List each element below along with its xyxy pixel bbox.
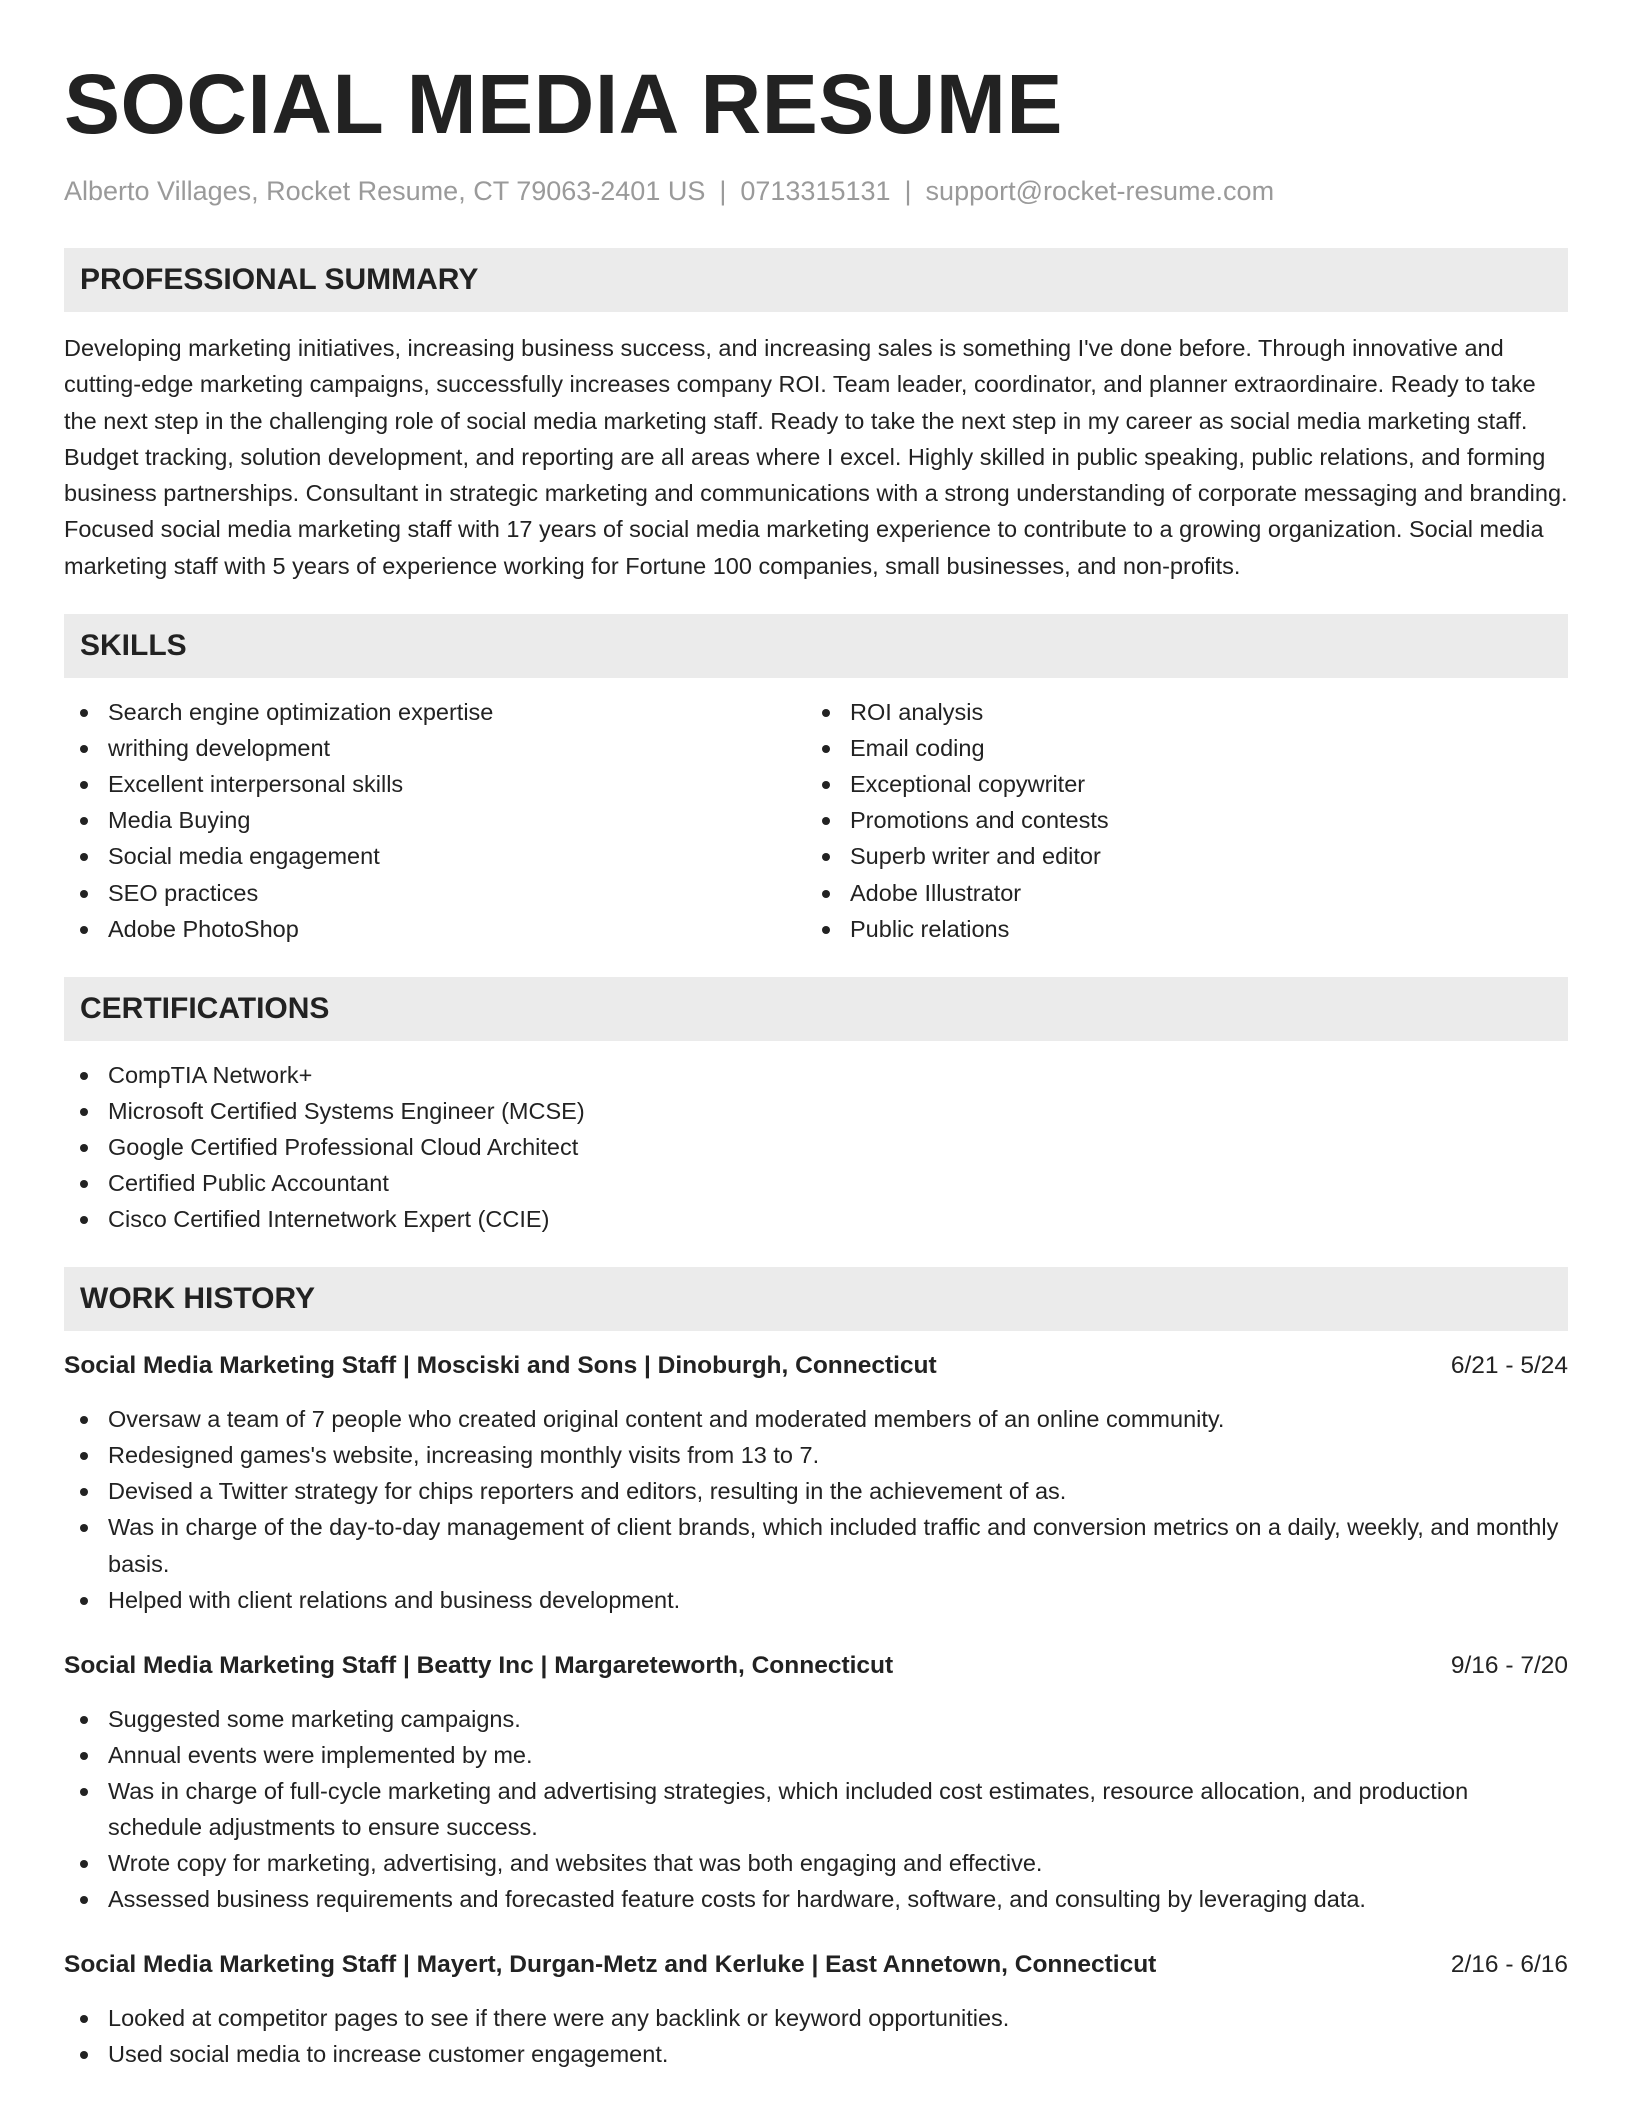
skill-item: Email coding [806, 730, 1548, 766]
skill-item: Superb writer and editor [806, 838, 1548, 874]
job-title: Social Media Marketing Staff | Mayert, Durgan-Metz and Kerluke | East Annetown, Connecticut [64, 1951, 1157, 1979]
job-bullet: Devised a Twitter strategy for chips reporters and editors, resulting in the achievement of as. [64, 1473, 1568, 1509]
work-history-heading: WORK HISTORY [64, 1267, 1568, 1331]
job-header [64, 1649, 1568, 1683]
skill-item: Media Buying [64, 802, 806, 838]
certification-item: CompTIA Network+ [64, 1057, 1568, 1093]
certification-item: Cisco Certified Internetwork Expert (CCIE) [64, 1201, 1568, 1237]
job-bullet: Oversaw a team of 7 people who created original content and moderated members of an online community. [64, 1401, 1568, 1437]
skill-item: Social media engagement [64, 838, 806, 874]
contact-phone: 0713315131 [740, 176, 891, 206]
job-bullet: Redesigned games's website, increasing monthly visits from 13 to 7. [64, 1437, 1568, 1473]
summary-text: Developing marketing initiatives, increasing business success, and increasing sales is something I've done before. Through innovative and cutting-edge marketing campaigns, successfully increases company ROI. Team leader, coordinator, and planner extraordinaire. Ready to take the next step in the challenging role of social media marketing staff. Ready to take the next step in my career as social media marketing staff. Budget tracking, solution development, and reporting are all areas where I excel. Highly skilled in public speaking, public relations, and forming business partnerships. Consultant in strategic marketing and communications with a strong understanding of corporate messaging and branding. Focused social media marketing staff with 17 years of social media marketing experience to contribute to a growing organization. Social media marketing staff with 5 years of experience working for Fortune 100 companies, small businesses, and non-profits. [64, 335, 1568, 579]
skills-heading: SKILLS [64, 614, 1568, 678]
skill-item: Adobe Illustrator [806, 875, 1548, 911]
job-title: Social Media Marketing Staff | Beatty Inc | Margareteworth, Connecticut [64, 1651, 894, 1679]
job-entry [64, 1649, 1568, 1918]
skill-item: Public relations [806, 911, 1548, 947]
skill-item: ROI analysis [806, 694, 1548, 730]
job-dates: 6/21 - 5/24 [1450, 1352, 1568, 1380]
job-bullet: Was in charge of full-cycle marketing and advertising strategies, which included cost estimates, resource allocation, and production schedule adjustments to ensure success. [64, 1773, 1568, 1845]
contact-separator: | [904, 176, 912, 206]
resume-page [64, 0, 1568, 2073]
job-bullet: Suggested some marketing campaigns. [64, 1701, 1568, 1737]
job-entry [64, 1349, 1568, 1618]
skills-left-column [64, 694, 806, 947]
job-bullets [64, 1701, 1568, 1918]
contact-email[interactable]: support@rocket-resume.com [925, 176, 1275, 206]
job-dates: 2/16 - 6/16 [1450, 1951, 1568, 1979]
job-bullet: Helped with client relations and business development. [64, 1582, 1568, 1618]
job-bullet: Assessed business requirements and forecasted feature costs for hardware, software, and consulting by leveraging data. [64, 1881, 1568, 1917]
certifications-list [64, 1057, 1568, 1237]
job-bullet: Used social media to increase customer engagement. [64, 2036, 1568, 2072]
certification-item: Certified Public Accountant [64, 1165, 1568, 1201]
certification-item: Google Certified Professional Cloud Architect [64, 1129, 1568, 1165]
certification-item: Microsoft Certified Systems Engineer (MCSE) [64, 1093, 1568, 1129]
skill-item: SEO practices [64, 875, 806, 911]
job-header [64, 1349, 1568, 1383]
certifications-heading: CERTIFICATIONS [64, 977, 1568, 1041]
summary-heading: PROFESSIONAL SUMMARY [64, 248, 1568, 312]
contact-separator: | [719, 176, 727, 206]
skill-item: Promotions and contests [806, 802, 1548, 838]
skill-item: Adobe PhotoShop [64, 911, 806, 947]
job-bullets [64, 2000, 1568, 2072]
job-header [64, 1948, 1568, 1982]
job-bullets [64, 1401, 1568, 1618]
contact-address: Alberto Villages, Rocket Resume, CT 79063-2401 US [64, 176, 706, 206]
contact-line [64, 174, 1568, 208]
skill-item: writhing development [64, 730, 806, 766]
job-title: Social Media Marketing Staff | Mosciski and Sons | Dinoburgh, Connecticut [64, 1352, 937, 1380]
skills-right-column [806, 694, 1548, 947]
job-entry [64, 1948, 1568, 2072]
job-bullet: Was in charge of the day-to-day management of client brands, which included traffic and conversion metrics on a daily, weekly, and monthly basis. [64, 1509, 1568, 1581]
skill-item: Search engine optimization expertise [64, 694, 806, 730]
resume-title: SOCIAL MEDIA RESUME [64, 57, 1063, 151]
skills-grid [64, 694, 1568, 947]
job-dates: 9/16 - 7/20 [1450, 1651, 1568, 1679]
skill-item: Exceptional copywriter [806, 766, 1548, 802]
skill-item: Excellent interpersonal skills [64, 766, 806, 802]
job-bullet: Wrote copy for marketing, advertising, and websites that was both engaging and effective. [64, 1845, 1568, 1881]
job-bullet: Annual events were implemented by me. [64, 1737, 1568, 1773]
job-bullet: Looked at competitor pages to see if there were any backlink or keyword opportunities. [64, 2000, 1568, 2036]
